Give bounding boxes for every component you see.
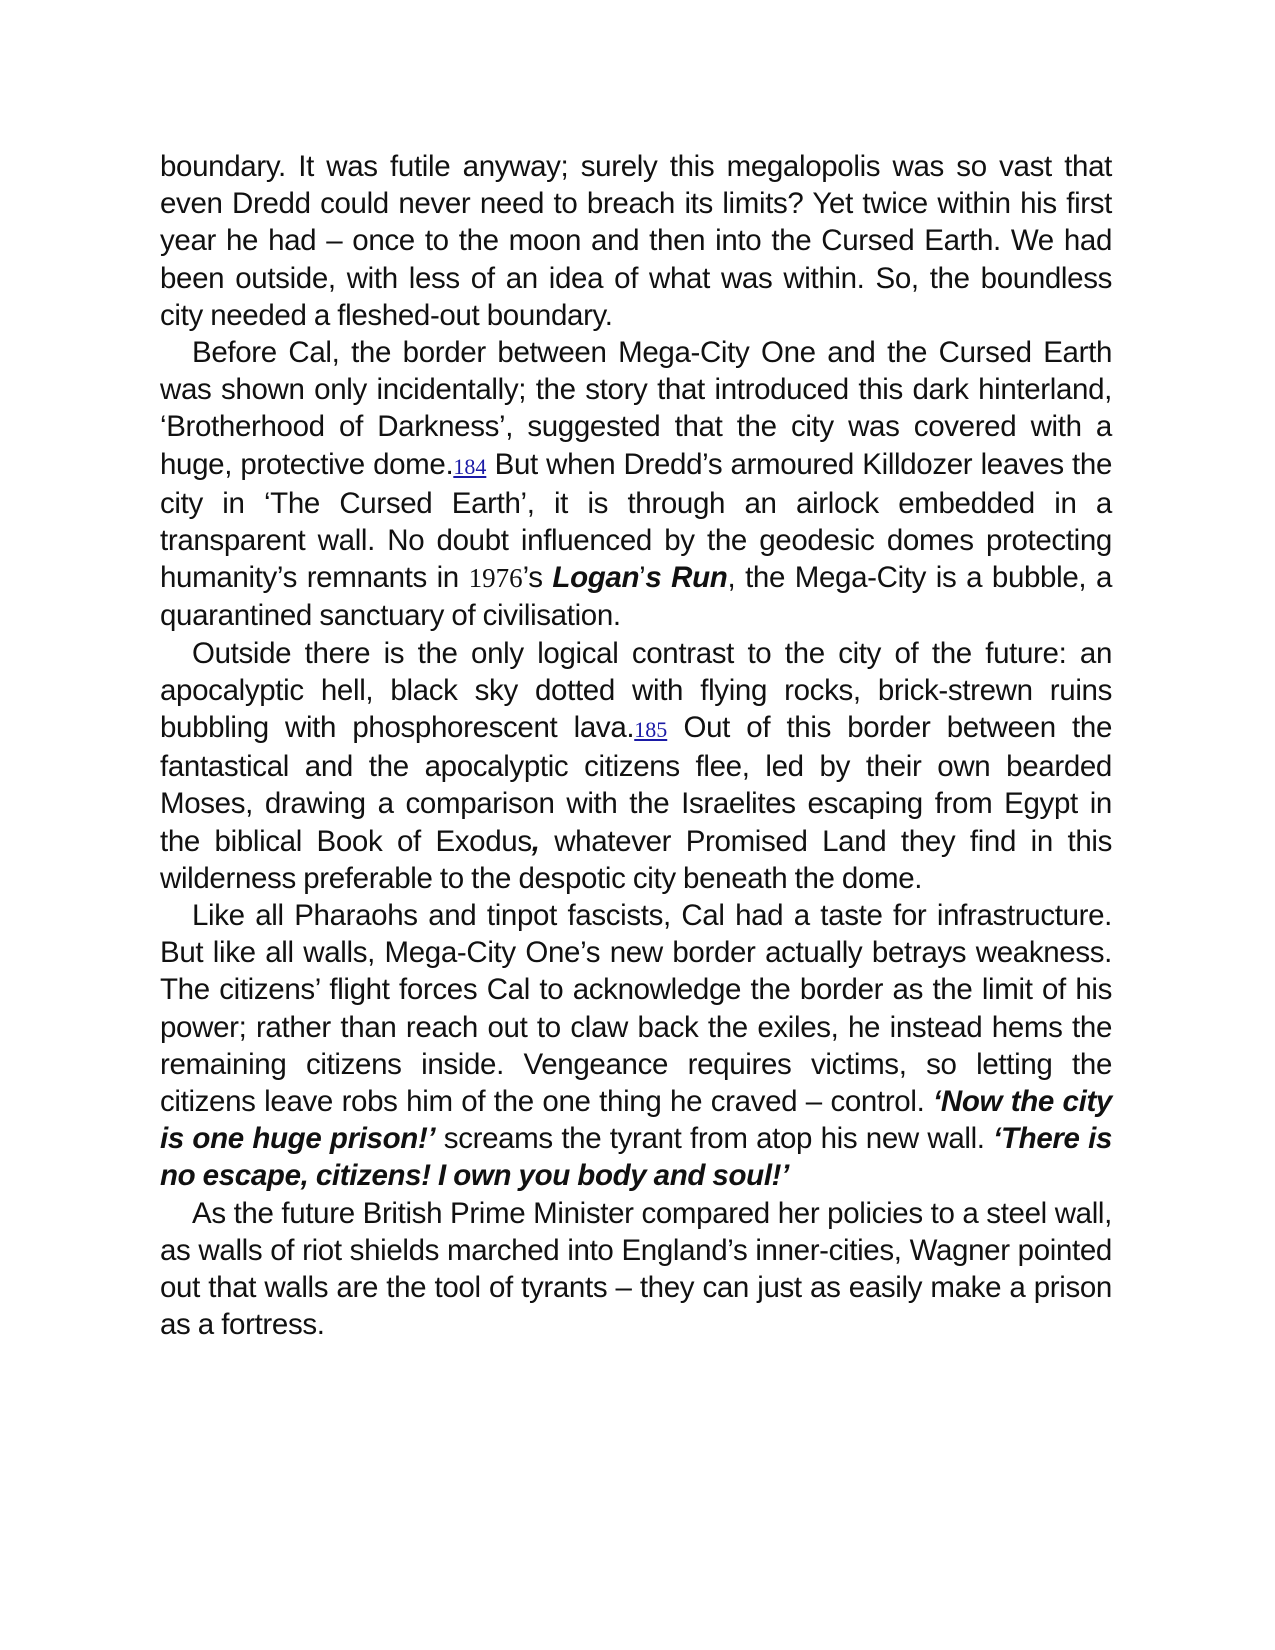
paragraph-5-text: As the future British Prime Minister compared her policies to a steel wall, as walls of riot shields marched into England’s inner-cities, Wagner pointed out that walls are the tool of tyrants – they can just as easily make a prison as a fortress. — [160, 1196, 1112, 1342]
page-body — [160, 148, 1112, 1344]
paragraph-2 — [160, 334, 1112, 635]
film-title-apostrophe: ’ — [639, 561, 646, 595]
paragraph-1 — [160, 148, 1112, 334]
quote-prison: ‘Now the city is one huge prison!’ — [160, 1085, 1112, 1156]
quote-no-escape: ‘There is no escape, citizens! I own you body and soul!’ — [160, 1122, 1113, 1193]
paragraph-3-text-c: whatever Promised Land they find in this wilderness preferable to the despotic city beneath the dome. — [160, 824, 1112, 895]
paragraph-2-text-d: , the Mega-City is a bubble, a quarantined sanctuary of civilisation. — [160, 561, 1113, 633]
bold-comma: , — [531, 824, 540, 858]
film-title-part-2: s Run — [645, 561, 728, 595]
paragraph-5 — [160, 1195, 1112, 1344]
footnote-link-185[interactable]: 185 — [634, 717, 668, 743]
paragraph-1-text: boundary. It was futile anyway; surely this megalopolis was so vast that even Dredd could never need to breach its limits? Yet twice within his first year he had – once to the moon and then into the Cursed Earth. We had been outside, with less of an idea of what was within. So, the boundless city needed a fleshed-out boundary. — [160, 150, 1112, 332]
year-text: 1976 — [468, 563, 523, 594]
paragraph-3 — [160, 635, 1112, 897]
paragraph-4 — [160, 897, 1112, 1195]
paragraph-4-text-b: screams the tyrant from atop his new wall. — [435, 1122, 994, 1156]
paragraph-4-text-a: Like all Pharaohs and tinpot fascists, Cal had a taste for infrastructure. But like all walls, Mega-City One’s new border actually betrays weakness. The citizens’ flight forces Cal to acknowledge the border as the limit of his power; rather than reach out to claw back the exiles, he instead hems the remaining citizens inside. Vengeance requires victims, so letting the citizens leave robs him of the one thing he craved – control. — [160, 899, 1112, 1119]
paragraph-2-text-a: Before Cal, the border between Mega-City One and the Cursed Earth was shown only incidentally; the story that introduced this dark hinterland, ‘Brotherhood of Darkness’, suggested that the city was covered with a huge, protective dome. — [160, 336, 1112, 481]
paragraph-3-text-a: Outside there is the only logical contrast to the city of the future: an apocalyptic hell, black sky dotted with flying rocks, brick-strewn ruins bubbling with phosphorescent lava. — [160, 636, 1112, 745]
footnote-link-184[interactable]: 184 — [453, 453, 487, 479]
film-title-part-1: Logan — [552, 561, 640, 595]
paragraph-2-text-c: ’s — [522, 561, 553, 595]
paragraph-3-text-b: Out of this border between the fantastical and the apocalyptic citizens flee, led by their own bearded Moses, drawing a comparison with the Israelites escaping from Egypt in the biblical Book of Exodus — [160, 711, 1113, 858]
paragraph-2-text-b: But when Dredd’s armoured Killdozer leaves the city in ‘The Cursed Earth’, it is through an airlock embedded in a transparent wall. No doubt influenced by the geodesic domes protecting humanity’s remnants in — [160, 447, 1112, 595]
